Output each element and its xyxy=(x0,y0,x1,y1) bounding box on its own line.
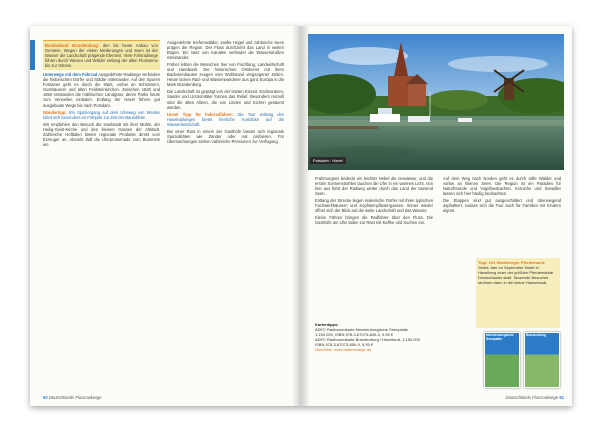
left-col-2 xyxy=(167,40,284,146)
page-number: 50 xyxy=(43,395,48,400)
map-tips-line: ADFC Radtourenkarte Mecklenburgische Seenplatte xyxy=(315,327,409,332)
body-paragraph: Frühmorgens bedeckt ein leichter Nebel die Gewässer, und die ersten Sonnenstrahlen tauchen die Ufer in ein warmes Licht. Von hier aus führt der Radweg weiter durch das Land der tausend Seen. xyxy=(315,176,433,197)
map-tips-line: ADFC Radtourenkarte Brandenburg / Havelland, 1:150.000 xyxy=(315,337,420,342)
intro-box xyxy=(43,40,160,70)
body-paragraph: Ausgedehnte Kiefernwälder, sanfte Hügel und zahlreiche Seen prägen die Region. Der Fluss durchzieht das Land in weiten Bögen. Ein Netz von Kanälen verbindet die Wasserstraßen miteinander. xyxy=(167,40,284,61)
map-cover-1 xyxy=(484,332,520,388)
map-tips-title: Kartentipps: xyxy=(315,322,339,327)
tip-text: Die Tour entlang des Havelradweges bietet herrliche Ausblicke auf die Wasserlandschaft. xyxy=(167,111,284,127)
right-col-2 xyxy=(443,176,561,215)
running-title: Deutschlands Flussradwege xyxy=(48,395,102,400)
left-footer xyxy=(43,395,101,400)
tip-box xyxy=(476,258,560,328)
map-tips-line: 1:150.000, ISBN 978-3-87073-849-3, 9,95 € xyxy=(315,332,394,337)
body-paragraph: Die Etappen sind gut ausgeschildert und überwiegend asphaltiert, sodass sich die Tour auch für Familien mit Kindern eignet. xyxy=(443,198,561,214)
left-page xyxy=(30,26,300,406)
left-col-1 xyxy=(43,40,160,149)
photo-illustration xyxy=(308,34,564,170)
book-spine xyxy=(292,26,310,406)
right-page xyxy=(300,26,572,406)
tip-heading: Unser Tipp für Fahrradfahrer: xyxy=(167,111,234,117)
page-number: 51 xyxy=(559,395,564,400)
cover-title: Mecklenburgische Seenplatte xyxy=(486,333,514,341)
running-title: Deutschlands Flussradwege xyxy=(505,395,559,400)
map-tips xyxy=(315,322,463,352)
body-paragraph: Entlang der Strecke liegen malerische Dörfer mit ihren typischen Fachwerkhäusern und Kopfsteinpflastergassen. Immer wieder öffnet sich der Blick auf die weite Landschaft und das Wasser. xyxy=(315,198,433,214)
chapter-marker xyxy=(30,40,35,70)
body-paragraph: Bei einer Rast in einem der Gasthöfe lassen sich regionale Spezialitäten wie Zander oder Aal probieren. Für Übernachtungen stehen zahlreiche Pensionen zur Verfügung. xyxy=(167,128,284,144)
body-paragraph: Die Landschaft ist geprägt von der letzten Eiszeit. Endmoränen, Sander und Urstromtäler formen das Relief. Besonders reizvoll sind die alten Alleen, die von Linden und Eichen gesäumt werden. xyxy=(167,89,284,110)
tip-text: Ein Spaziergang auf dem Uferweg von Werder lohnt sich besonders im Frühjahr zur Zeit der Baumblüte. xyxy=(43,109,160,120)
right-col-1 xyxy=(315,176,433,227)
landscape-photo xyxy=(308,34,564,170)
photo-caption: Potsdam · Havel xyxy=(310,157,346,164)
right-footer xyxy=(506,395,564,400)
map-cover-2 xyxy=(524,332,560,388)
intro-text: den bis heute Anbau von Gemüse. Wegen der vielen Niederungen und Seen ist der Wasser die Landschaft prägende Element. Viele Fahrradwege führen durch Wiesen und Wälder entlang der alten Flussarme bis zur Ostsee. xyxy=(45,43,158,69)
body-paragraph: Kleine Fähren bringen die Radfahrer über den Fluss. Die Gasthöfe am Ufer laden zur Rast mit Kaffee und Kuchen ein. xyxy=(315,215,433,226)
body-paragraph: Auf dem Weg nach Norden geht es durch stille Wälder und vorbei an kleinen Seen. Die Region ist ein Paradies für Naturfreunde und Vogelbeobachter. Kraniche und Seeadler lassen sich hier häufig beobachten. xyxy=(443,176,561,197)
cover-title: Brandenburg xyxy=(526,333,547,337)
body-paragraph: Früher lebten die Menschen hier von Fischfang, Landwirtschaft und Handwerk. Die historischen Ortskerne mit ihren Backsteinbauten zeugen vom Wohlstand vergangener Zeiten. Heute locken Rad- und Wasserwanderer aus ganz Europa in die Mark Brandenburg. xyxy=(167,62,284,88)
section-heading: Unterwegs mit dem Fahrrad xyxy=(43,72,98,78)
intro-lead: Bundesland Brandenburg: xyxy=(45,43,100,48)
tip-heading: Wandertipp: xyxy=(43,109,67,115)
open-book xyxy=(30,26,572,406)
body-paragraph: Wir empfehlen den Besuch der Inselstadt mit ihrer Mühle, der Heilig-Geist-Kirche und den kleinen Gassen der Altstadt. Zahlreiche Hofläden bieten regionale Produkte direkt vom Erzeuger an. Abends lädt die Uferpromenade zum Bummeln ein. xyxy=(43,121,160,147)
map-tips-link[interactable]: Überblick: www.radfernwege.de xyxy=(315,347,372,352)
tip-box-title: Tipp: Der Havelberger Pferdemarkt: xyxy=(478,260,546,265)
map-tips-line: ISBN 978-3-87073-850-9, 9,95 € xyxy=(315,342,374,347)
tip-box-text: Jedes Jahr im September findet in Havelberg einer der größten Pferdemärkte Deutschlands statt. Tausende Besucher strömen dann in die kleine Hansestadt. xyxy=(478,265,554,285)
section-text: Ausgedehnte Radwege verbinden die historischen Dörfer und Städte miteinander. Auf den Spuren Fontanes geht es durch die Mark, vorbei an Schlössern, Gutshäusern und alten Feldsteinkirchen. Zwischen 1820 und 1850 entstanden die märkischen Landgüter, deren Parks heute zum Verweilen einladen. Entlang der Havel führen gut ausgebaute Wege bis nach Potsdam. xyxy=(43,72,160,108)
